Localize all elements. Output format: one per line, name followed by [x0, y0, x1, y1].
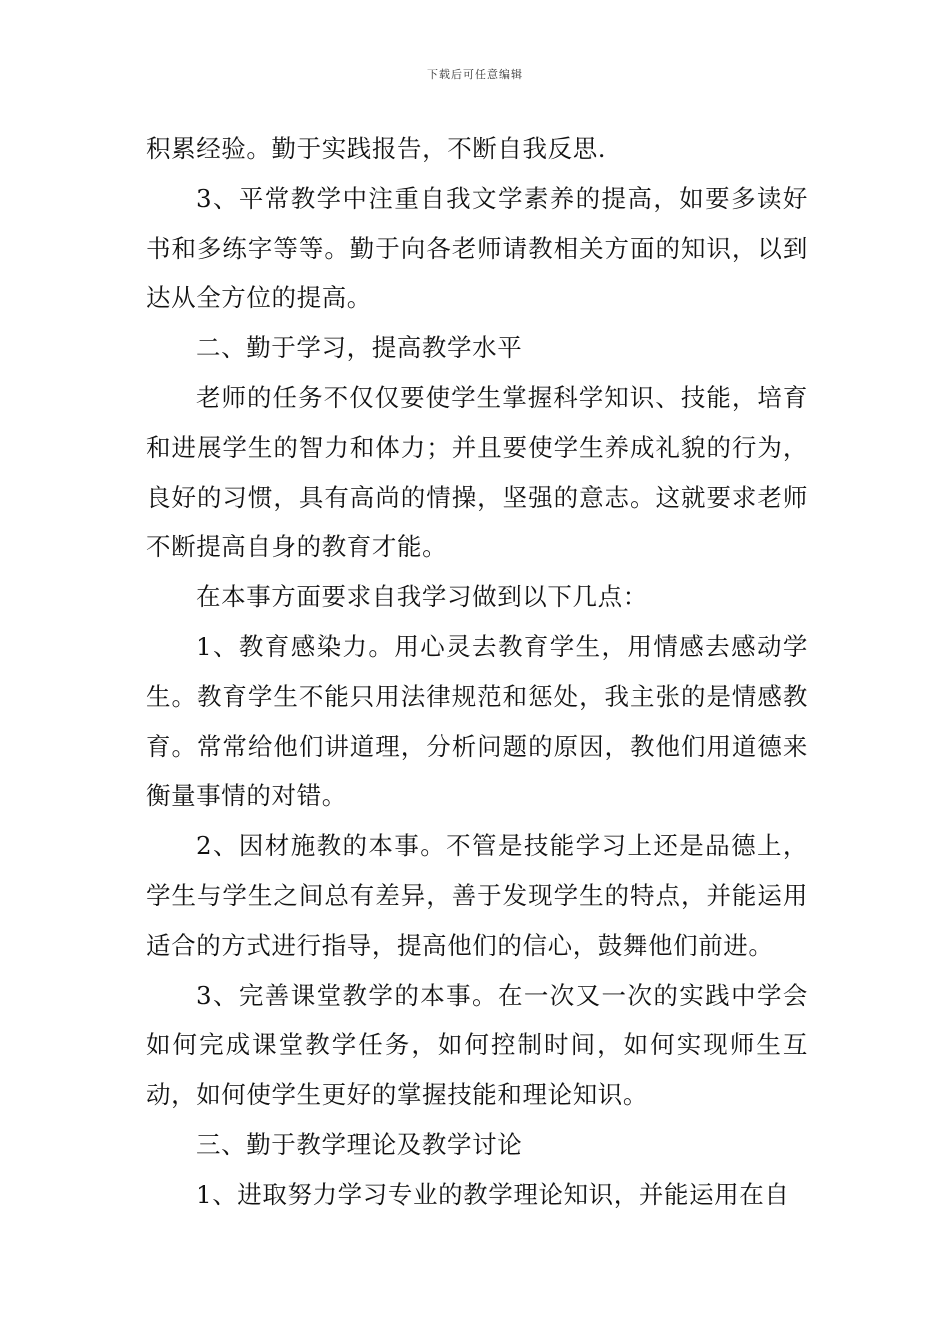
section-heading-2: 二、勤于学习，提高教学水平 — [196, 333, 523, 363]
document-body — [146, 124, 808, 1220]
paragraph-6: 1、教育感染力。用心灵去教育学生，用情感去感动学生。教育学生不能只用法律规范和惩处，我主张的是情感教育。常常给他们讲道理，分析问题的原因，教他们用道德来衡量事情的对错。 — [146, 631, 808, 811]
section-heading-3: 三、勤于教学理论及教学讨论 — [196, 1129, 523, 1159]
paragraph-10: 1、进取努力学习专业的教学理论知识，并能运用在自 — [196, 1179, 790, 1209]
paragraph-5: 在本事方面要求自我学习做到以下几点： — [196, 582, 648, 612]
paragraph-2: 3、平常教学中注重自我文学素养的提高，如要多读好书和多练字等等。勤于向各老师请教相关方面的知识，以到达从全方位的提高。 — [146, 183, 808, 313]
page-header: 下载后可任意编辑 — [427, 68, 523, 81]
paragraph-7: 2、因材施教的本事。不管是技能学习上还是品德上，学生与学生之间总有差异，善于发现学生的特点，并能运用适合的方式进行指导，提高他们的信心，鼓舞他们前进。 — [146, 831, 808, 960]
paragraph-8: 3、完善课堂教学的本事。在一次又一次的实践中学会如何完成课堂教学任务，如何控制时间，如何实现师生互动，如何使学生更好的掌握技能和理论知识。 — [146, 980, 808, 1110]
paragraph-1: 积累经验。勤于实践报告，不断自我反思. — [146, 134, 607, 163]
paragraph-4: 老师的任务不仅仅要使学生掌握科学知识、技能，培育和进展学生的智力和体力；并且要使学生养成礼貌的行为，良好的习惯，具有高尚的情操，坚强的意志。这就要求老师不断提高自身的教育才能。 — [146, 382, 808, 562]
